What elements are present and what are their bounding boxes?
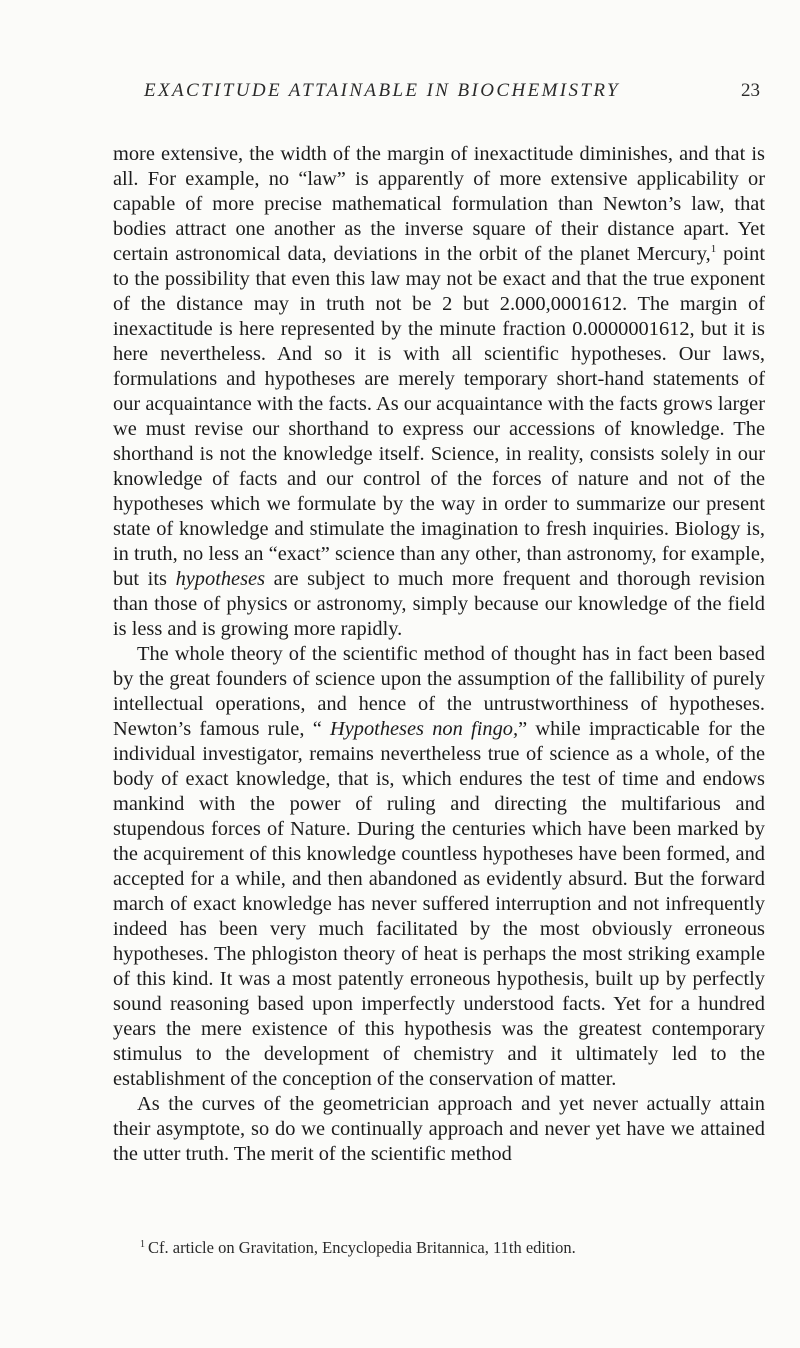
text-segment: point to the possibility that even this law may not be exact and that the true exponent of the distance may in truth not be 2 but 2.000,0001612. The margin of inexactitude is here represented by the minute fraction 0.0000001612, but it is here nevertheless. And so it is with all scientific hypotheses. Our laws, formulations and hypotheses are merely temporary short-hand statements of our acquaintance with the facts. As our acquaintance with the facts grows larger we must revise our shorthand to express our accessions of knowledge. The shorthand is not the knowledge itself. Science, in reality, consists solely in our knowledge of facts and our control of the forces of nature and not of the hypotheses which we formulate by the way in order to summarize our present state of knowledge and stimulate the imagination to fresh inquiries. Biology is, in truth, no less an “exact” science than any other, than astronomy, for example, but its <box>113 243 766 590</box>
italic-text: hypotheses <box>175 568 266 590</box>
page-number: 23 <box>741 80 760 101</box>
footnote-text: Cf. article on Gravitation, Encyclopedia Britannica, 11th edition. <box>148 1238 576 1257</box>
body-text <box>113 142 765 1167</box>
paragraph <box>113 642 765 1092</box>
footnote <box>140 1238 765 1258</box>
footnote-marker: 1 <box>140 1238 145 1250</box>
text-segment: As the curves of the geometrician approach and yet never actually attain their asymptote, so do we continually approach and never yet have we attained the utter truth. The merit of the scientific method <box>113 1093 765 1165</box>
italic-text: Hypotheses non fingo, <box>329 718 519 740</box>
running-head: EXACTITUDE ATTAINABLE IN BIOCHEMISTRY <box>144 80 621 101</box>
text-segment: The whole theory of the scientific method of thought has in fact been based by the great founders of science upon the assumption of the fallibility of purely intellectual operations, and hence of the untrustworthiness of hypotheses. Newton’s famous rule, “ <box>113 643 765 740</box>
footnote-reference: 1 <box>710 243 717 256</box>
paragraph <box>113 142 765 642</box>
text-segment: ” while impracticable for the individual investigator, remains nevertheless true of science as a whole, of the body of exact knowledge, that is, which endures the test of time and endows mankind with the power of ruling and directing the multifarious and stupendous forces of Nature. During the centuries which have been marked by the acquirement of this knowledge countless hypotheses have been formed, and accepted for a while, and then abandoned as evidently absurd. But the forward march of exact knowledge has never suffered interruption and not infrequently indeed has been very much facilitated by the most obviously erroneous hypotheses. The phlogiston theory of heat is perhaps the most striking example of this kind. It was a most patently erroneous hypothesis, built up by perfectly sound reasoning based upon imperfectly understood facts. Yet for a hundred years the mere existence of this hypothesis was the greatest contemporary stimulus to the development of chemistry and it ultimately led to the establishment of the conception of the conservation of matter. <box>113 718 765 1090</box>
text-segment: more extensive, the width of the margin of inexactitude diminishes, and that is all. For example, no “law” is apparently of more extensive applicability or capable of more precise mathematical formulation than Newton’s law, that bodies attract one another as the inverse square of their distance apart. Yet certain astronomical data, deviations in the orbit of the planet Mercury, <box>113 143 765 265</box>
paragraph <box>113 1092 765 1167</box>
text-segment: are subject to much more frequent and thorough revision than those of physics or astronomy, simply because our knowledge of the field is less and is growing more rapidly. <box>113 568 765 640</box>
page-header <box>144 80 764 110</box>
